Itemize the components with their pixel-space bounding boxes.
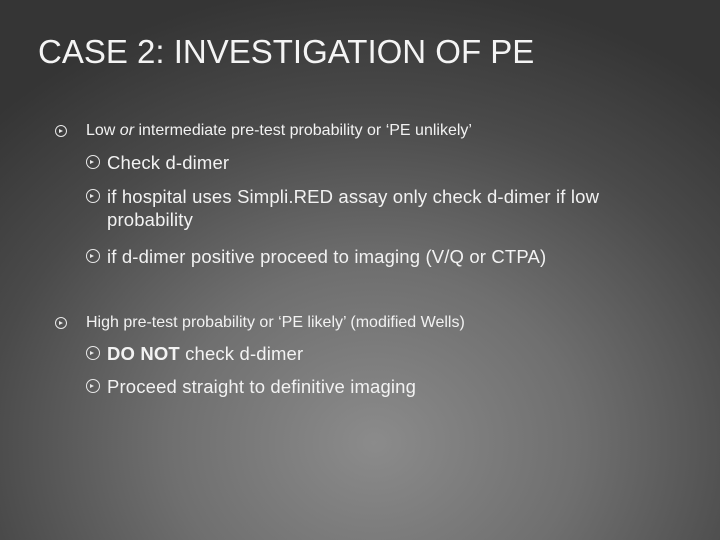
emphasis-do-not: DO NOT <box>107 343 180 364</box>
circled-arrow-right-icon <box>55 125 67 137</box>
bullet-text: DO NOT check d-dimer <box>107 343 304 364</box>
circled-arrow-right-icon <box>55 317 67 329</box>
bullet-text: if hospital uses Simpli.RED assay only check d-dimer if low probability <box>107 186 600 230</box>
subbullet-proceed-imaging <box>86 375 416 399</box>
bullet-text: Proceed straight to definitive imaging <box>107 376 417 397</box>
circled-arrow-right-icon <box>86 155 100 169</box>
bullet-text: High pre-test probability or ‘PE likely’ (modified Wells) <box>86 314 465 331</box>
subbullet-do-not-check <box>86 342 303 366</box>
subbullet-simplired-assay <box>86 185 682 231</box>
bullet-low-probability <box>55 121 472 140</box>
circled-arrow-right-icon <box>86 249 100 263</box>
italic-or: or <box>119 122 135 139</box>
bullet-text: Check d-dimer <box>107 152 230 173</box>
subbullet-d-dimer-positive <box>86 245 546 269</box>
circled-arrow-right-icon <box>86 346 100 360</box>
bullet-text: Low or intermediate pre-test probability or ‘PE unlikely’ <box>86 122 472 139</box>
slide-title: CASE 2: INVESTIGATION OF PE <box>38 33 535 70</box>
circled-arrow-right-icon <box>86 379 100 393</box>
bullet-high-probability <box>55 313 465 332</box>
bullet-text: if d-dimer positive proceed to imaging (V/Q or CTPA) <box>107 246 547 267</box>
circled-arrow-right-icon <box>86 189 100 203</box>
subbullet-check-d-dimer <box>86 151 229 175</box>
